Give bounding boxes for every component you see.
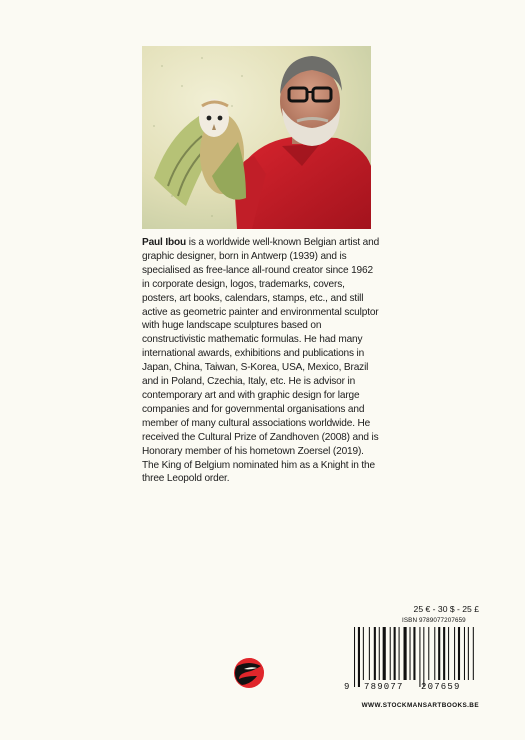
barcode [344,627,480,699]
barcode-bar [423,627,424,687]
barcode-group-1: 789077 [364,682,404,692]
isbn-label: ISBN 9789077207659 [402,617,466,624]
barcode-bar [473,627,474,680]
barcode-bar [379,627,380,680]
barcode-lead-digit: 9 [344,682,350,692]
price-label: 25 € - 30 $ - 25 £ [413,604,479,614]
barcode-bar [390,627,391,680]
barcode-bar [448,627,449,680]
barcode-bar [363,627,364,680]
barcode-bar [354,627,355,687]
author-name: Paul Ibou [142,237,187,248]
barcode-bar [374,627,376,680]
barcode-bar [399,627,400,680]
barcode-bar [369,627,370,680]
barcode-bar [443,627,445,680]
barcode-bar [410,627,411,680]
barcode-bar [454,627,455,680]
barcode-bar [438,627,440,680]
barcode-bar [419,627,420,687]
barcode-bars [352,627,478,689]
barcode-bar [383,627,386,680]
barcode-bar [404,627,407,680]
author-bio-text: is a worldwide well-known Belgian artist and graphic designer, born in Antwerp (1939) and is specialised as free-lance all-round creator since 1962 in corporate design, logos, trademarks, covers, posters, art books, calendars, stamps, etc., and still active as geometric painter and environmental sculptor with huge landscape sculptures based on constructivistic mathematic formulas. He had many international awards, exhibitions and publications in Japan, China, Taiwan, S-Korea, USA, Mexico, Brazil and in Poland, Czechia, Italy, etc. He is advisor in contemporary art and with graphic design for large companies and for governmental organisations and member of many cultural associations worldwide. He received the Cultural Prize of Zandhoven (2008) and is Honorary member of his hometown Zoersel (2019). The King of Belgium nominated him as a Knight in the three Leopold order. [142,237,380,485]
barcode-bar [413,627,415,680]
barcode-bar [464,627,465,680]
author-bio [142,236,382,486]
barcode-bar [428,627,429,680]
barcode-bar [358,627,360,687]
barcode-bar [394,627,396,680]
barcode-bar [434,627,435,680]
publisher-website[interactable]: WWW.STOCKMANSARTBOOKS.BE [361,702,479,709]
barcode-group-2: 207659 [421,682,461,692]
publisher-logo-icon [233,657,265,689]
author-photo [142,46,371,229]
barcode-bar [458,627,460,680]
barcode-bar [468,627,469,680]
owl-and-man-photo-icon [142,46,371,229]
